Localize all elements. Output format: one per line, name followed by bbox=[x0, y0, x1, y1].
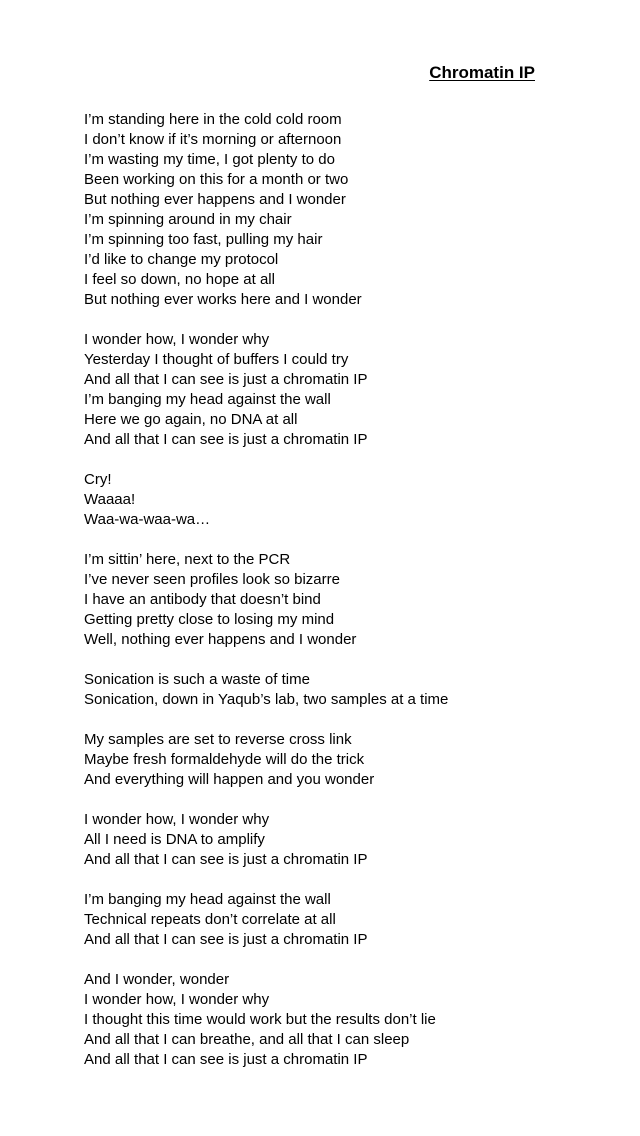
stanza bbox=[84, 730, 624, 790]
lyric-line: Technical repeats don’t correlate at all bbox=[84, 911, 336, 928]
lyric-line: Cry! bbox=[84, 471, 112, 488]
lyric-line: Getting pretty close to losing my mind bbox=[84, 611, 335, 628]
lyric-line: I’m sittin’ here, next to the PCR bbox=[84, 551, 291, 568]
lyric-line: I’m spinning around in my chair bbox=[84, 211, 292, 228]
lyric-line: Here we go again, no DNA at all bbox=[84, 411, 298, 428]
lyric-line: But nothing ever happens and I wonder bbox=[84, 191, 346, 208]
lyric-line: And all that I can see is just a chromatin IP bbox=[84, 371, 368, 388]
lyric-line: I don’t know if it’s morning or afternoon bbox=[84, 131, 342, 148]
lyric-line: All I need is DNA to amplify bbox=[84, 831, 265, 848]
lyric-line: Yesterday I thought of buffers I could try bbox=[84, 351, 349, 368]
stanza bbox=[84, 890, 624, 950]
lyric-line: My samples are set to reverse cross link bbox=[84, 731, 352, 748]
lyric-line: Sonication, down in Yaqub’s lab, two samples at a time bbox=[84, 691, 449, 708]
lyric-line: Waaaa! bbox=[84, 491, 136, 508]
lyric-line: And I wonder, wonder bbox=[84, 971, 230, 988]
lyric-line: And all that I can see is just a chromatin IP bbox=[84, 431, 368, 448]
stanza bbox=[84, 970, 624, 1070]
lyric-line: I wonder how, I wonder why bbox=[84, 991, 270, 1008]
lyric-line: Well, nothing ever happens and I wonder bbox=[84, 631, 357, 648]
stanza bbox=[84, 550, 624, 650]
stanza bbox=[84, 110, 624, 310]
lyric-line: I’m wasting my time, I got plenty to do bbox=[84, 151, 335, 168]
lyric-line: Sonication is such a waste of time bbox=[84, 671, 310, 688]
lyric-line: I thought this time would work but the results don’t lie bbox=[84, 1011, 436, 1028]
lyric-line: And all that I can breathe, and all that I can sleep bbox=[84, 1031, 410, 1048]
lyric-line: I wonder how, I wonder why bbox=[84, 811, 270, 828]
lyric-line: And everything will happen and you wonder bbox=[84, 771, 375, 788]
lyric-line: Waa-wa-waa-wa… bbox=[84, 511, 211, 528]
stanza bbox=[84, 810, 624, 870]
stanza bbox=[84, 330, 624, 450]
lyric-line: I’m banging my head against the wall bbox=[84, 391, 331, 408]
lyric-line: I’m standing here in the cold cold room bbox=[84, 111, 342, 128]
stanza bbox=[84, 470, 624, 530]
lyric-line: I feel so down, no hope at all bbox=[84, 271, 275, 288]
lyric-line: I’d like to change my protocol bbox=[84, 251, 279, 268]
lyric-line: But nothing ever works here and I wonder bbox=[84, 291, 362, 308]
lyric-line: I’m spinning too fast, pulling my hair bbox=[84, 231, 323, 248]
lyric-line: Maybe fresh formaldehyde will do the trick bbox=[84, 751, 365, 768]
lyric-line: And all that I can see is just a chromatin IP bbox=[84, 851, 368, 868]
lyric-line: Been working on this for a month or two bbox=[84, 171, 349, 188]
lyric-line: I’m banging my head against the wall bbox=[84, 891, 331, 908]
lyric-line: I’ve never seen profiles look so bizarre bbox=[84, 571, 340, 588]
lyric-line: And all that I can see is just a chromatin IP bbox=[84, 931, 368, 948]
lyrics-body bbox=[84, 110, 624, 1090]
lyric-line: I have an antibody that doesn’t bind bbox=[84, 591, 321, 608]
lyric-line: And all that I can see is just a chromatin IP bbox=[84, 1051, 368, 1068]
lyric-line: I wonder how, I wonder why bbox=[84, 331, 270, 348]
stanza bbox=[84, 670, 624, 710]
page-title: Chromatin IP bbox=[429, 63, 535, 82]
